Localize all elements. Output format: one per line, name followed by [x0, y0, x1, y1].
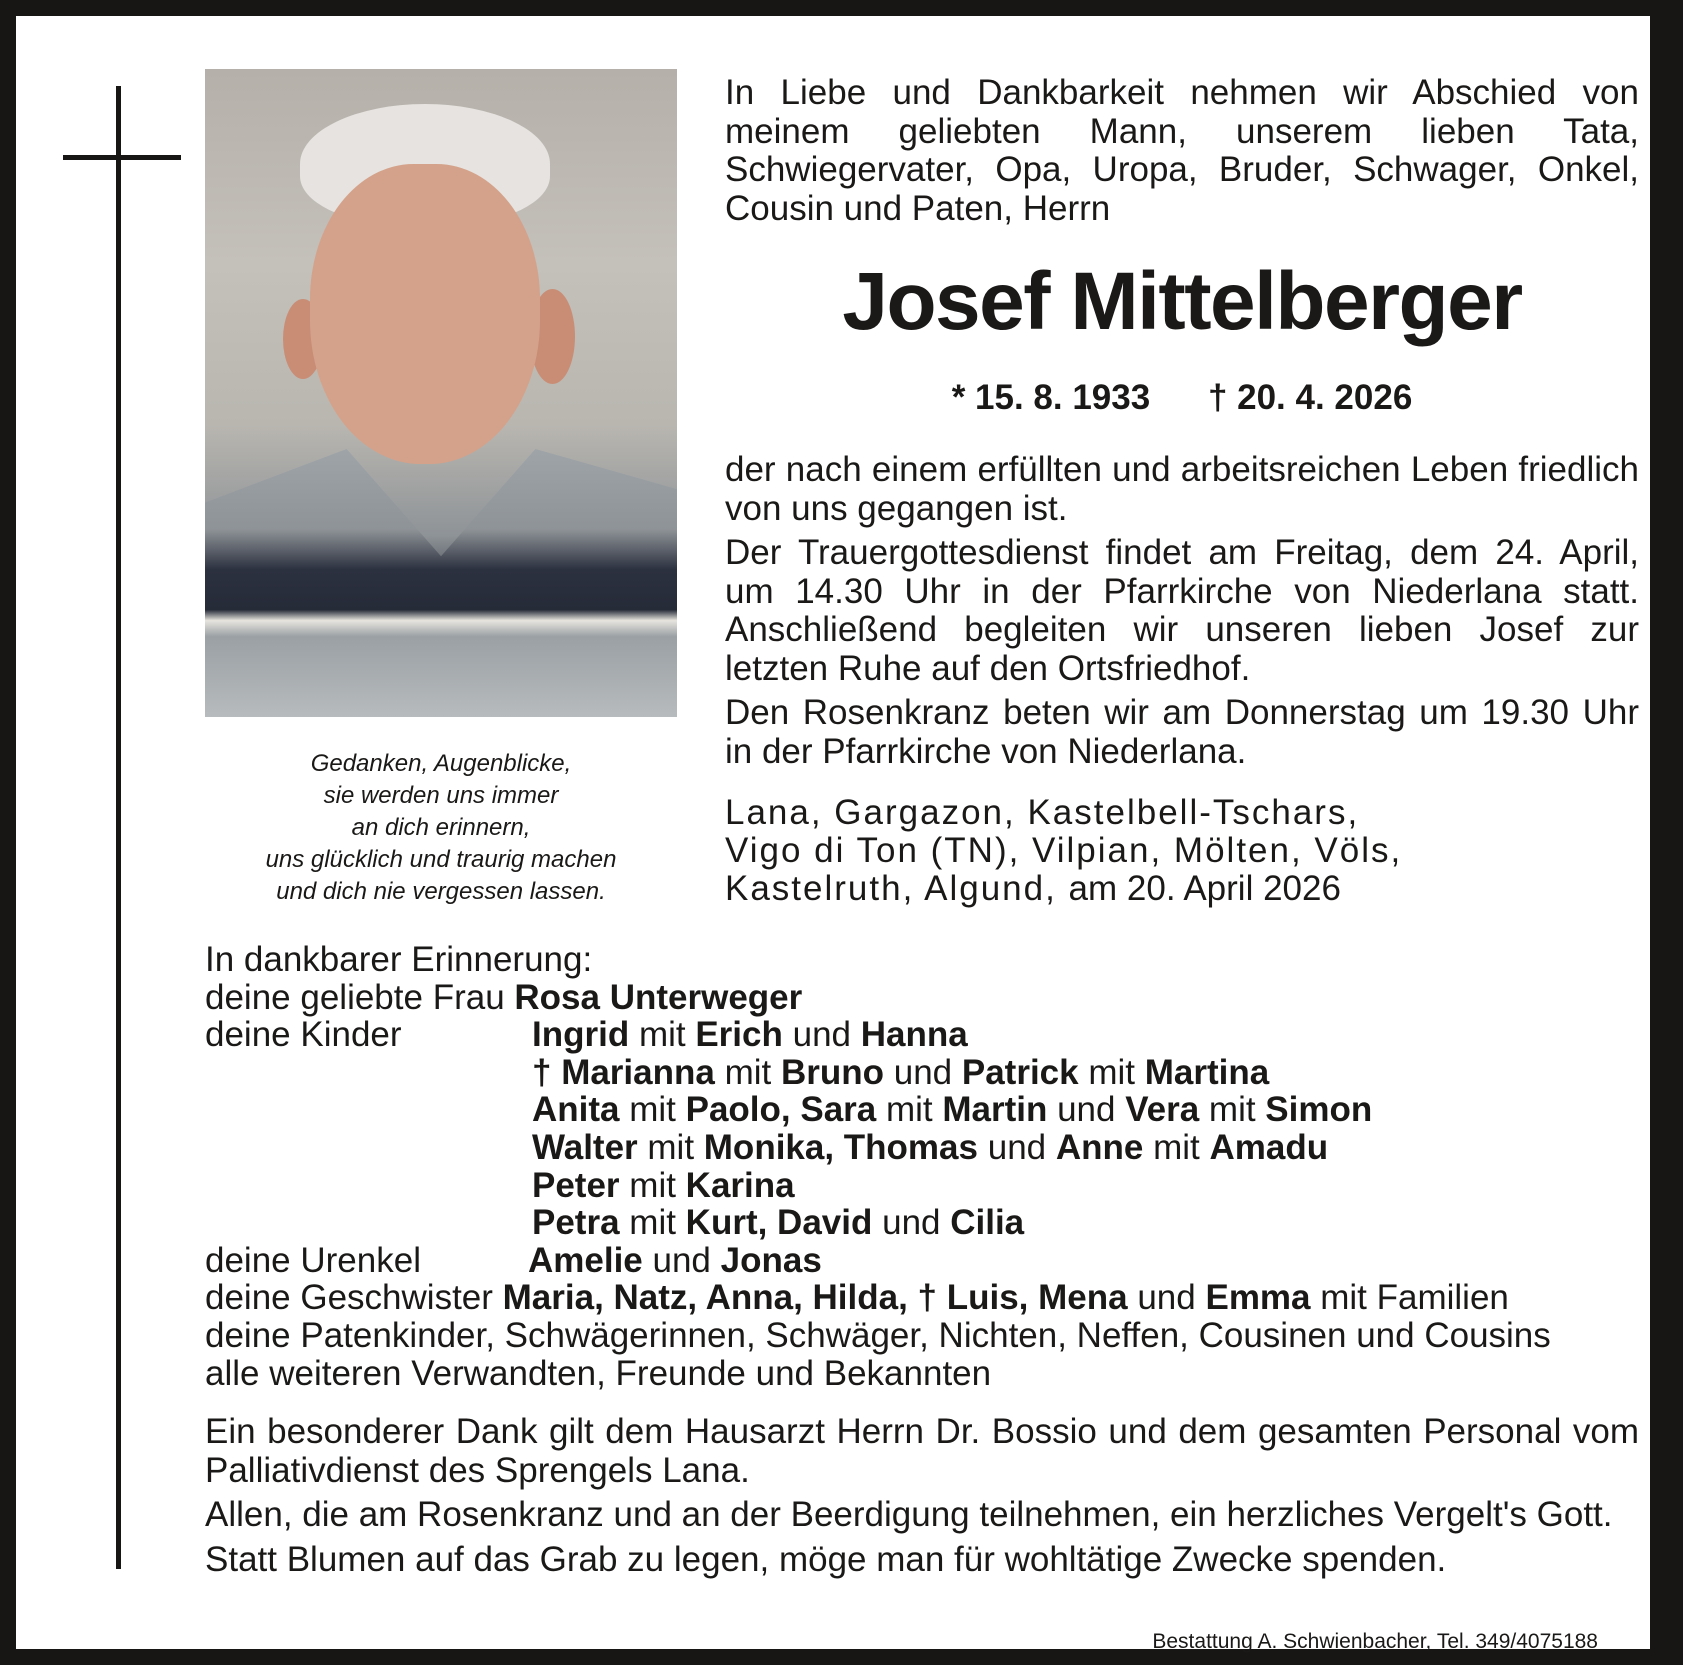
children-label: deine Kinder — [205, 1015, 402, 1055]
family-name: † Marianna — [532, 1052, 715, 1092]
poem-line: sie werden uns immer — [323, 782, 559, 809]
connector-text: mit — [629, 1015, 696, 1055]
connector-text: mit — [1078, 1052, 1145, 1092]
children-line — [532, 1091, 1372, 1129]
family-name: Karina — [685, 1165, 795, 1205]
wife-name: Rosa Unterweger — [514, 977, 803, 1017]
places-line: Vigo di Ton (TN), Vilpian, Mölten, Völs, — [725, 831, 1403, 870]
places-line: Kastelruth, Algund, — [725, 869, 1057, 908]
family-row-wife — [205, 979, 1639, 1017]
connector-text: und — [1127, 1278, 1206, 1318]
connector-text: mit — [876, 1090, 943, 1130]
poem-line: und dich nie vergessen lassen. — [276, 878, 606, 905]
family-name: Vera — [1125, 1090, 1200, 1130]
family-row-children — [205, 1129, 1639, 1167]
thanks-section — [205, 1413, 1639, 1585]
family-heading: In dankbarer Erinnerung: — [205, 940, 593, 979]
family-name: Petra — [532, 1203, 620, 1243]
death-date: † 20. 4. 2026 — [1207, 378, 1413, 417]
birth-date: * 15. 8. 1933 — [951, 378, 1151, 417]
intro-line: In Liebe und Dankbarkeit nehmen wir Abschied von — [725, 73, 1639, 112]
family-name: Patrick — [961, 1052, 1079, 1092]
siblings-label: deine Geschwister — [205, 1278, 493, 1318]
family-row-children — [205, 1016, 1639, 1054]
connector-text: mit — [1199, 1090, 1266, 1130]
paragraph-rosary: Den Rosenkranz beten wir am Donnerstag um 19.30 Uhr in der Pfarrkirche von Niederlana. — [725, 693, 1639, 771]
thanks-doctor: Ein besonderer Dank gilt dem Hausarzt Herrn Dr. Bossio und dem gesamten Personal vom Palliativdienst des Sprengels Lana. — [205, 1412, 1639, 1490]
family-name: Martin — [942, 1090, 1048, 1130]
connector-text: mit — [1143, 1127, 1210, 1167]
donation-request: Statt Blumen auf das Grab zu legen, möge man für wohltätige Zwecke spenden. — [205, 1539, 1447, 1579]
family-name: Bruno — [780, 1052, 885, 1092]
family-name: Hanna — [860, 1015, 968, 1055]
cross-icon-horizontal — [63, 155, 181, 160]
obituary-notice — [16, 16, 1650, 1653]
children-line — [532, 1016, 968, 1054]
places-and-date — [725, 794, 1639, 908]
family-name: Paolo, Sara — [685, 1090, 877, 1130]
family-name: Erich — [695, 1015, 783, 1055]
great-grandchildren-label: deine Urenkel — [205, 1240, 421, 1280]
great-grandchildren-line — [528, 1242, 822, 1280]
intro-text — [725, 74, 1639, 228]
connector-text: mit — [637, 1127, 704, 1167]
connector-text: mit Familien — [1310, 1278, 1509, 1318]
photo-jacket — [205, 449, 677, 717]
family-row-great-grandchildren — [205, 1242, 1639, 1280]
places-line: Lana, Gargazon, Kastelbell-Tschars, — [725, 793, 1360, 832]
poem-line: Gedanken, Augenblicke, — [310, 750, 572, 777]
family-name: Walter — [532, 1127, 638, 1167]
connector-text: mit — [619, 1203, 686, 1243]
family-name: Amelie — [528, 1240, 643, 1280]
life-dates — [725, 376, 1639, 420]
family-row-children — [205, 1054, 1639, 1092]
family-row-others: deine Patenkinder, Schwägerinnen, Schwäger, Nichten, Neffen, Cousinen und Cousins — [205, 1315, 1551, 1355]
notice-date: am 20. April 2026 — [1068, 869, 1341, 908]
wife-label: deine geliebte Frau — [205, 977, 505, 1017]
family-list — [205, 941, 1639, 1392]
family-name: Jonas — [720, 1240, 822, 1280]
portrait-photo — [205, 69, 677, 717]
poem-line: uns glücklich und traurig machen — [265, 846, 617, 873]
children-line — [532, 1167, 795, 1205]
family-name: Emma — [1205, 1278, 1311, 1318]
family-name: Cilia — [950, 1203, 1025, 1243]
connector-text: mit — [714, 1052, 781, 1092]
thanks-attendees: Allen, die am Rosenkranz und an der Beerdigung teilnehmen, ein herzliches Vergelt's Gott. — [205, 1495, 1613, 1534]
family-name: Anne — [1055, 1127, 1144, 1167]
undertaker-credit: Bestattung A. Schwienbacher, Tel. 349/4075188 — [1152, 1630, 1598, 1653]
connector-text: mit — [619, 1090, 686, 1130]
family-row-siblings — [205, 1279, 1639, 1317]
family-row-children — [205, 1091, 1639, 1129]
family-name: Monika, Thomas — [703, 1127, 978, 1167]
connector-text: und — [1047, 1090, 1126, 1130]
family-name: Amadu — [1209, 1127, 1329, 1167]
intro-line: meinem geliebten Mann, unserem lieben Tata, — [725, 111, 1639, 151]
siblings-line — [503, 1279, 1509, 1317]
family-name: Anita — [532, 1090, 620, 1130]
deceased-name: Josef Mittelberger — [842, 256, 1522, 347]
cross-icon-vertical — [116, 86, 121, 1569]
family-name: Peter — [532, 1165, 620, 1205]
paragraph-funeral: Der Trauergottesdienst findet am Freitag, dem 24. April, um 14.30 Uhr in der Pfarrkirche von Niederlana statt. Anschließend begleiten wir unseren lieben Josef zur letzten Ruhe auf den Ortsfriedhof. — [725, 533, 1639, 688]
connector-text: und — [978, 1127, 1056, 1167]
connector-text: und — [782, 1015, 861, 1055]
paragraph-passing: der nach einem erfüllten und arbeitsreichen Leben friedlich von uns gegangen ist. — [725, 450, 1639, 528]
poem-line: an dich erinnern, — [351, 814, 531, 841]
connector-text: und — [884, 1052, 962, 1092]
family-name: Ingrid — [532, 1015, 630, 1055]
connector-text: und — [642, 1240, 721, 1280]
family-name: Maria, Natz, Anna, Hilda, † Luis, Mena — [502, 1278, 1128, 1318]
family-name: Kurt, David — [685, 1203, 873, 1243]
family-row-children — [205, 1204, 1639, 1242]
family-name: Simon — [1265, 1090, 1373, 1130]
photo-face — [310, 164, 540, 464]
connector-text: mit — [619, 1165, 686, 1205]
intro-line: Schwiegervater, Opa, Uropa, Bruder, Schwager, Onkel, — [725, 150, 1639, 189]
family-row-children — [205, 1167, 1639, 1205]
connector-text: und — [872, 1203, 951, 1243]
memorial-poem — [205, 748, 677, 908]
family-row-others: alle weiteren Verwandten, Freunde und Bekannten — [205, 1353, 992, 1393]
family-name: Martina — [1144, 1052, 1270, 1092]
children-line — [532, 1129, 1328, 1167]
children-line — [532, 1054, 1269, 1092]
service-details — [725, 451, 1639, 777]
intro-line: Cousin und Paten, Herrn — [725, 188, 1111, 228]
children-line — [532, 1204, 1024, 1242]
